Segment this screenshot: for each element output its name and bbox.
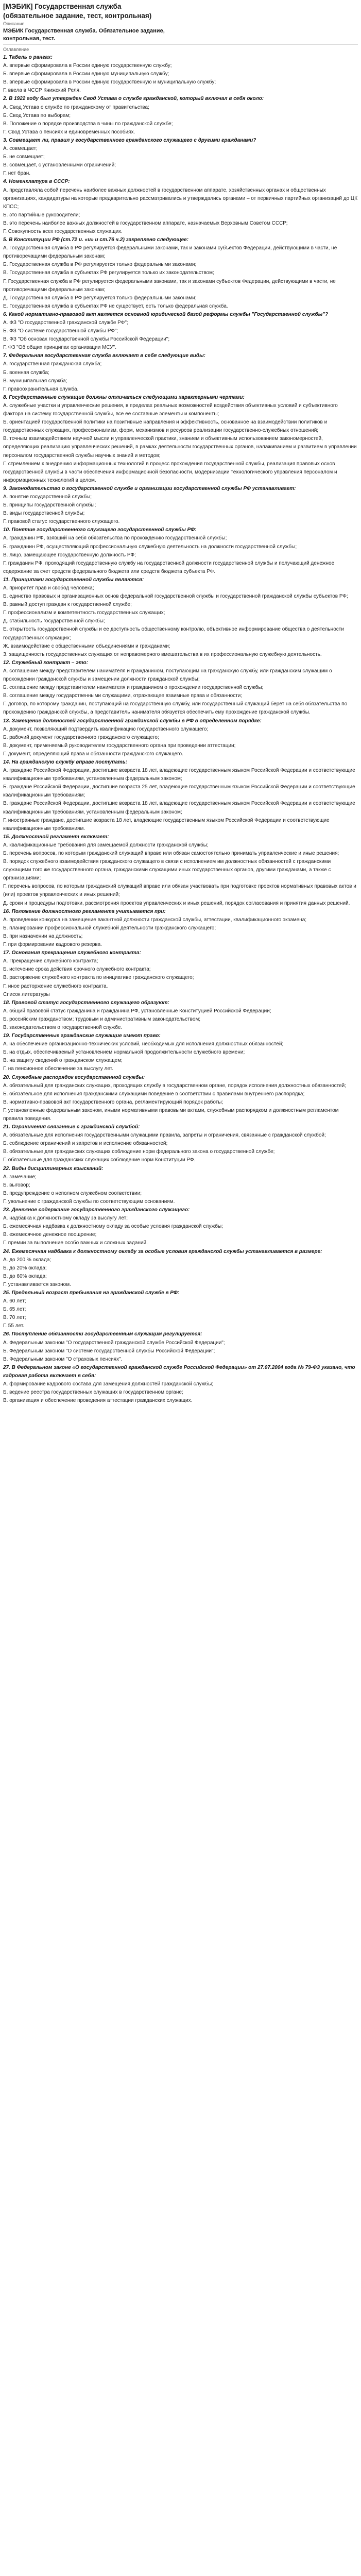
answer-option: Б. соглашение между представителем нанимателя и гражданином о прохождении государственной службы;	[3, 685, 264, 691]
answer-option: В. расторжение служебного контракта по инициативе гражданского служащего;	[3, 975, 194, 981]
answer-option: Б. ориентацией государственной политики на позитивные направления и эффективность, основанное на взаимодействии политиков и государственных служащих, профессионализм, форм, механизмов и ресурсов реализации государственно-служебных отношений;	[3, 419, 328, 434]
answer-option: А. проведении конкурса на замещение вакантной должности гражданской службы, аттестации, квалификационного экзамена;	[3, 917, 307, 923]
document-body	[3, 54, 358, 1405]
question-heading: 25. Предельный возраст пребывания на гражданской службе в РФ:	[3, 1290, 180, 1296]
answer-option: В. точным взаимодействием научной мысли и управленческой практики, знанием и объективным использованием закономерностей, определяющих реализацию управленческих решений, в рамках деятельности государственных органов, налаживанием и развитием в управлении персоналом государственной службы научных знаний и методов;	[3, 436, 357, 459]
question-heading: 8. Государственные служащие должны отличаться следующими характерными чертами:	[3, 394, 245, 400]
question-heading: 3. Совмещает ли, правил у государственного гражданского служащего с другими гражданами?	[3, 137, 256, 143]
answer-option: А. совмещает;	[3, 146, 38, 152]
answer-option: В. на защиту сведений о гражданском служащем;	[3, 1058, 123, 1064]
question-heading: 15. Должностной регламент включает:	[3, 834, 109, 840]
answer-option: А. Государственная служба в РФ регулируется федеральными законами, так и законами субъектов Федерации, действующими в части, не противоречащими федеральным законам;	[3, 245, 337, 260]
answer-option: Е. Государственная служба в субъектах РФ не существует, есть только федеральная служба.	[3, 303, 228, 309]
answer-option: Б. единство правовых и организационных основ федеральной государственной службы и государственной гражданской службы субъектов РФ;	[3, 594, 348, 600]
answer-option: В. документ, применяемый руководителем государственного органа при проведении аттестации;	[3, 742, 236, 749]
answer-option: В. равный доступ граждан к государственной службе;	[3, 602, 132, 608]
answer-option: Г. Государственная служба в РФ регулируется федеральными законами, так и законами субъектов Федерации, действующими в части, не противоречащими федеральным законам;	[3, 278, 336, 293]
question-heading: 18. Правовой статус государственного служащего образуют:	[3, 999, 169, 1006]
answer-option: Б. на отдых, обеспечиваемый установлением нормальной продолжительности служебного времени;	[3, 1049, 245, 1056]
answer-option: Б. впервые сформировала в России единую муниципальную службу;	[3, 71, 169, 77]
answer-option: А. обязательные для исполнения государственными служащими правила, запреты и ограничения, связанные с гражданской службой;	[3, 1132, 326, 1139]
category-label[interactable]: Описание	[3, 21, 25, 26]
answer-option: Г. стремлением к внедрению информационных технологий в процесс прохождения государственной службы, реализация правовых основ государственной службы в части обеспечения информационной безопасности, модернизации технологического управления персоналом и информационных технологий в целом.	[3, 461, 337, 483]
answer-option: Д. сроки и процедуры подготовки, рассмотрения проектов управленческих и иных решений, порядок согласования и принятия данных решений.	[3, 900, 350, 906]
answer-option: Г. обязательные для гражданских служащих соблюдение норм Конституции РФ.	[3, 1157, 196, 1163]
answer-option: В. ежемесячное денежное поощрение;	[3, 1232, 97, 1238]
answer-option: Б. граждане Российской Федерации, достигшие возраста 25 лет, владеющие государственным языком Российской Федерации и соответствующие квалификационным требованиям;	[3, 784, 355, 799]
answer-option: Б. рабочий документ государственного гражданского служащего;	[3, 734, 159, 740]
answer-option: Г. увольнение с гражданской службы по соответствующим основаниям.	[3, 1198, 175, 1205]
answer-option: В. обязательные для гражданских служащих соблюдение норм федерального закона о государственной службе;	[3, 1149, 275, 1155]
answer-option: А. Прекращение служебного контракта;	[3, 958, 98, 964]
answer-option: Б. не совмещает;	[3, 154, 45, 160]
answer-option: Д. Государственная служба в РФ регулируется только федеральными законами;	[3, 295, 197, 301]
answer-option: Б. 65 лет;	[3, 1307, 26, 1313]
answer-option: Г. правовой статус государственного служащего.	[3, 519, 120, 525]
question-heading: 10. Понятие государственного служащего государственной службы РФ:	[3, 527, 197, 533]
answer-option: В. законодательством о государственной службе.	[3, 1024, 123, 1030]
answer-option: Б. истечение срока действия срочного служебного контракта;	[3, 967, 151, 973]
answer-option: Г. 55 лет.	[3, 1323, 24, 1329]
answer-option: Г. иное расторжение служебного контракта.	[3, 983, 108, 989]
answer-option: В. Положение о порядке производства в чины по гражданской службе;	[3, 121, 173, 127]
answer-option: Б. ежемесячная надбавка к должностному окладу за особые условия гражданской службы;	[3, 1224, 223, 1230]
answer-option: Б. Федеральным законом "О системе государственной службы Российской Федерации";	[3, 1348, 215, 1354]
question-heading: 1. Табель о рангах:	[3, 55, 53, 60]
answer-option: Список литературы	[3, 991, 50, 997]
answer-option: З. защищенность государственных служащих от неправомерного вмешательства в их профессиональную служебную деятельность.	[3, 651, 322, 657]
answer-option: А. на обеспечение организационно-технических условий, необходимых для исполнения должностных обязанностей;	[3, 1041, 284, 1047]
answer-option: В. соглашение между государственными служащими, отражающее взаимные права и обязанности;	[3, 693, 243, 699]
answer-option: Б. перечень вопросов, по которым гражданский служащий вправе или обязан самостоятельно принимать управленческие и иные решения;	[3, 851, 339, 856]
document-title: МЭБИК Государственная служба. Обязательное задание, контрольная, тест.	[3, 28, 165, 42]
answer-option: А. гражданин РФ, взявший на себя обязательства по прохождению государственной службы;	[3, 535, 227, 541]
answer-option: Ж. взаимодействие с общественными объединениями и гражданами;	[3, 643, 170, 649]
answer-option: Б. Государственная служба в РФ регулируется только федеральными законами;	[3, 262, 197, 268]
answer-option: В. лицо, замещающее государственную должность РФ;	[3, 552, 136, 558]
question-heading: 26. Поступление обязанности государственным служащим регулируется:	[3, 1331, 202, 1337]
answer-option: А. Свод Устава о службе по гражданскому от правительства;	[3, 104, 149, 110]
question-heading: 20. Служебные распорядок государственной службы:	[3, 1074, 145, 1080]
question-heading: 7. Федеральная государственная служба включает в себя следующие виды:	[3, 353, 205, 359]
answer-option: В. совмещает, с установленными ограничений;	[3, 162, 116, 168]
answer-option: В. ФЗ "Об основах государственной службы Российской Федерации";	[3, 336, 170, 343]
answer-option: В. при назначении на должность;	[3, 933, 83, 939]
answer-option: Б. обязательное для исполнения гражданскими служащими поведение в соответствии с правилами внутреннего распорядка;	[3, 1091, 305, 1097]
answer-option: Г. гражданин РФ, проходящий государственную службу на государственной должности государственной службы и получающий денежное содержание за счет средств федерального бюджета или средств бюджета субъекта РФ.	[3, 560, 335, 574]
question-heading: 17. Основания прекращения служебного контракта:	[3, 950, 141, 956]
answer-option: Г. нет бран.	[3, 171, 31, 177]
question-heading: 11. Принципами государственной службы являются:	[3, 577, 144, 583]
question-heading: 4. Номенклатура в СССР:	[3, 179, 70, 185]
answer-option: Г. Свод Устава о пенсиях и единовременных пособиях.	[3, 129, 135, 135]
answer-option: Б. до 20% оклада;	[3, 1265, 47, 1271]
question-heading: 13. Замещение должностей государственной гражданской службы в РФ в определенном порядке:	[3, 718, 262, 724]
answer-option: А. обязательный для гражданских служащих, проходящих службу в государственном органе, порядок исполнения должностных обязанностей;	[3, 1082, 347, 1089]
answer-option: Г. премии за выполнение особо важных и сложных заданий.	[3, 1240, 148, 1246]
question-heading: 19. Государственные гражданские служащие имеют право:	[3, 1033, 161, 1039]
question-heading: 2. В 1922 году был утвержден Свод Устава о службе гражданской, который включал в себя около:	[3, 96, 264, 102]
answer-option: А. государственная гражданская служба;	[3, 361, 102, 367]
answer-option: А. приоритет прав и свобод человека;	[3, 585, 94, 591]
answer-option: Б. ведение реестра государственных служащих в государственном органе;	[3, 1389, 183, 1396]
answer-option: А. Федеральным законом "О государственной гражданской службе Российской Федерации";	[3, 1340, 225, 1346]
answer-option: В. это перечень наиболее важных должностей в государственном аппарате, назначаемых Верховным Советом СССР;	[3, 220, 288, 226]
answer-option: В. до 60% оклада;	[3, 1273, 47, 1279]
answer-option: А. граждане Российской Федерации, достигшие возраста 18 лет, владеющие государственным языком Российской Федерации и соответствующие квалификационным требованиям, установленным федеральным законом;	[3, 768, 355, 782]
answer-option: Г. на пенсионное обеспечение за выслугу лет.	[3, 1066, 113, 1072]
answer-option: В. организация и обеспечение проведения аттестации гражданских служащих.	[3, 1398, 193, 1404]
answer-option: А. общий правовой статус гражданина и гражданина РФ, установленные Конституцией Российской Федерации;	[3, 1008, 271, 1014]
answer-option: Д. стабильность государственной службы;	[3, 618, 105, 624]
answer-option: А. соглашение между представителем нанимателя и гражданином, поступающим на гражданскую службу, или гражданским служащим о прохождении гражданской службы и замещении должности гражданской службы;	[3, 668, 332, 683]
question-heading: 23. Денежное содержание государственного гражданского служащего:	[3, 1207, 190, 1213]
answer-option: А. 60 лет;	[3, 1298, 26, 1304]
question-heading: 21. Ограничения связанные с гражданской службой:	[3, 1124, 140, 1130]
answer-option: Г. перечень вопросов, по которым гражданский служащий вправе или обязан участвовать при подготовке проектов нормативных правовых актов и (или) проектов управленческих и иных решений;	[3, 884, 356, 898]
answer-option: Г. Совокупность всех государственных служащих.	[3, 228, 123, 234]
answer-option: Б. ФЗ "О системе государственной службы РФ";	[3, 328, 118, 334]
question-heading: 27. В Федеральном законе «О государственной гражданской службе Российской Федерации» от 27.07.2004 года № 79-ФЗ указано, что кадровая работа включает в себя:	[3, 1364, 355, 1379]
answer-option: А. понятие государственной службы;	[3, 494, 92, 500]
question-heading: 14. На гражданскую службу вправе поступать:	[3, 759, 127, 765]
answer-option: Б. соблюдение ограничений и запретов и исполнение обязанностей;	[3, 1141, 168, 1147]
answer-option: А. надбавка к должностному окладу за выслугу лет;	[3, 1215, 128, 1222]
answer-option: А. ФЗ "О государственной гражданской службе РФ";	[3, 320, 128, 326]
answer-option: В. 70 лет;	[3, 1315, 26, 1321]
answer-option: Г. правоохранительная служба.	[3, 386, 79, 392]
answer-option: Б. российским гражданством; трудовым и административным законодательством;	[3, 1016, 201, 1022]
answer-option: Б. Свод Устава по выборам;	[3, 112, 71, 118]
answer-option: Г. иностранные граждане, достигшие возраста 18 лет, владеющие государственным языком Российской Федерации и соответствующие квалификационным требованиям.	[3, 817, 330, 832]
answer-option: Г. устанавливается законом.	[3, 1281, 71, 1287]
answer-option: Б. планировании профессиональной служебной деятельности гражданского служащего;	[3, 925, 216, 931]
question-heading: 22. Виды дисциплинарных взысканий:	[3, 1165, 104, 1172]
answer-option: В. Федеральным законом "О страховых пенсиях".	[3, 1356, 123, 1362]
answer-option: Г. ввела в ЧССР Книжский Реля.	[3, 88, 81, 94]
question-heading: 16. Положение должностного регламента учитывается при:	[3, 908, 166, 914]
answer-option: В. граждане Российской Федерации, достигшие возраста 18 лет, владеющие государственным языком Российской Федерации и соответствующие квалификационным требованиям, установленным федеральным законом;	[3, 801, 355, 815]
answer-option: А. замечание;	[3, 1174, 37, 1180]
answer-option: Г. профессионализм и компетентность государственных служащих;	[3, 610, 165, 616]
question-heading: 12. Служебный контракт – это:	[3, 659, 88, 666]
answer-option: А. представляла собой перечень наиболее важных должностей в государственном аппарате, хозяйственных органах и общественных организациях, кандидатуры на которые предварительно рассматривались и утверждались органами – от первичных партийных организаций до ЦК КПСС;	[3, 187, 358, 210]
answer-option: Г. ФЗ "Об общих принципах организации МСУ".	[3, 345, 116, 351]
answer-option: А. до 200 % оклада;	[3, 1257, 51, 1263]
page-title: [МЭБИК] Государственная служба (обязательное задание, тест, контрольная)	[3, 3, 152, 20]
document-header	[3, 2, 358, 45]
answer-option: Г. установленные федеральным законом, иными нормативными правовыми актами, служебным распорядком и должностным регламентом правила поведения.	[3, 1107, 339, 1122]
table-of-contents-label[interactable]: Оглавление	[3, 47, 29, 52]
answer-option: В. виды государственной службы;	[3, 511, 85, 517]
answer-option: А. квалификационные требования для замещаемой должности гражданской службы;	[3, 842, 209, 848]
answer-option: В. предупреждение о неполном служебном соответствии;	[3, 1190, 142, 1196]
answer-option: В. порядок служебного взаимодействия гражданского служащего в связи с исполнением им должностных обязанностей с гражданскими служащими того же государственного органа, гражданскими служащими иных государственных органов, другими гражданами, а также с организациями;	[3, 859, 331, 882]
answer-option: Е. открытость государственной службы и ее доступность общественному контролю, объективное информирование общества о деятельности государственных служащих;	[3, 626, 344, 641]
answer-option: А. впервые сформировала в России единую государственную службу;	[3, 63, 172, 69]
answer-option: В. нормативно-правовой акт государственного органа, регламентирующий порядок работы;	[3, 1099, 224, 1105]
answer-option: В. впервые сформировала в России единую государственную и муниципальную службу;	[3, 79, 216, 86]
question-heading: 24. Ежемесячная надбавка к должностному окладу за особые условия гражданской службы устанавливается в размере:	[3, 1248, 322, 1255]
answer-option: Б. военная служба;	[3, 369, 49, 376]
answer-option: В. Государственная служба в субъектах РФ регулируется только их законодательством;	[3, 270, 214, 276]
answer-option: Б. выговор;	[3, 1182, 30, 1188]
question-heading: 9. Законодательство о государственной службе и организации государственной службы РФ устанавливает:	[3, 485, 296, 492]
answer-option: Б. принципы государственной службы;	[3, 502, 96, 509]
answer-option: Б. это партийные руководители;	[3, 212, 80, 218]
answer-option: Г. при формировании кадрового резерва.	[3, 942, 102, 948]
question-heading: 5. В Конституции РФ (ст.72 и. «и» и ст.76 ч.2) закреплено следующее:	[3, 237, 189, 243]
answer-option: Г. договор, по которому гражданин, поступающий на государственную службу, или государственный служащий берет на себя обязательства по прохождению гражданской службы, а представитель нанимателя обязуется обеспечить ему прохождение гражданской службы.	[3, 701, 348, 716]
answer-option: А. документ, позволяющий подтвердить квалификацию государственного служащего;	[3, 726, 209, 732]
answer-option: А. служебные участки и управленческие решения, в пределах реальных возможностей воздействия объективных условий и субъективного фактора на систему государственной службы, все ее составные элементы и компоненты;	[3, 402, 338, 417]
answer-option: В. муниципальная служба;	[3, 378, 67, 384]
question-heading: 6. Какой нормативно-правовой акт является основной юридической базой реформы службы "Государственной службы"?	[3, 311, 329, 317]
answer-option: А. формирование кадрового состава для замещения должностей гражданской службы;	[3, 1381, 214, 1387]
answer-option: Г. документ, определяющий права и обязанности гражданского служащего.	[3, 751, 183, 757]
answer-option: Б. гражданин РФ, осуществляющий профессиональную служебную деятельность на должности государственной службы;	[3, 544, 297, 550]
